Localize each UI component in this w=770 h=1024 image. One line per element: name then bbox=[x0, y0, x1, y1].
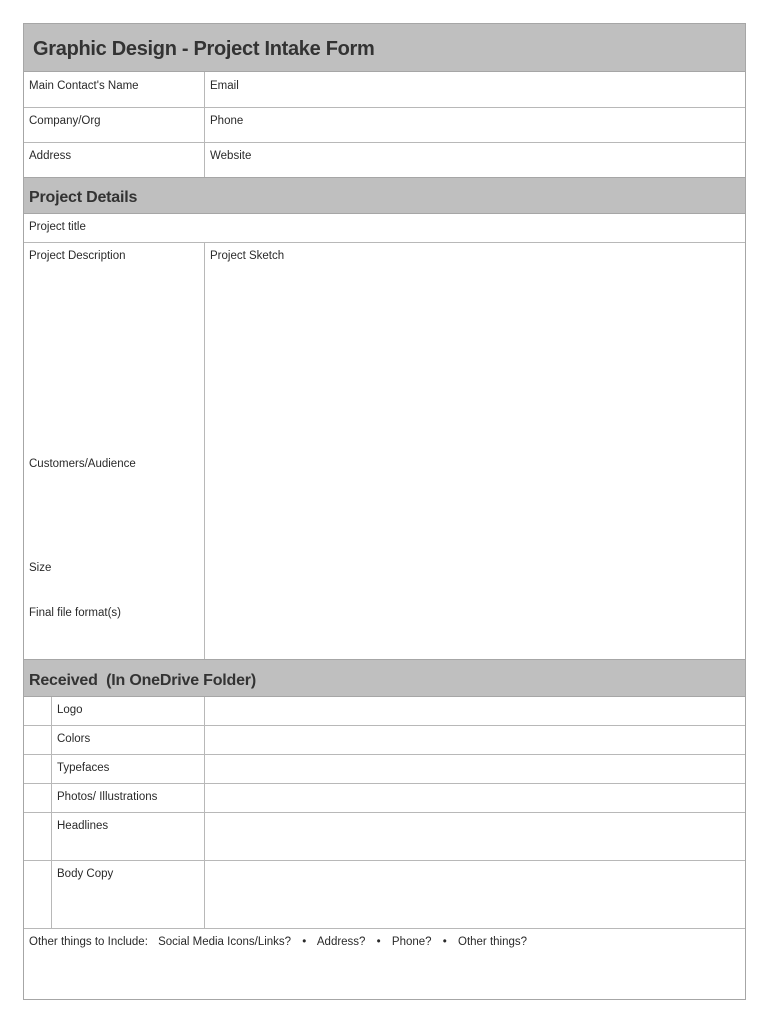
main-contact-field[interactable]: Main Contact's Name bbox=[29, 80, 139, 92]
divider bbox=[204, 72, 205, 177]
other-item-phone[interactable]: Phone? bbox=[391, 936, 432, 948]
intake-form bbox=[23, 23, 746, 1000]
address-field[interactable]: Address bbox=[29, 150, 72, 162]
project-description-field[interactable]: Project Description bbox=[29, 250, 126, 262]
page-title: Graphic Design - Project Intake Form bbox=[33, 38, 375, 60]
divider bbox=[24, 242, 745, 243]
phone-field[interactable]: Phone bbox=[210, 115, 244, 127]
divider bbox=[24, 928, 745, 929]
audience-field[interactable]: Customers/Audience bbox=[29, 458, 136, 470]
bullet: • bbox=[376, 936, 381, 948]
email-field[interactable]: Email bbox=[210, 80, 239, 92]
size-field[interactable]: Size bbox=[29, 562, 52, 574]
divider bbox=[24, 860, 745, 861]
section-heading: Project Details bbox=[29, 189, 138, 206]
divider bbox=[204, 697, 205, 928]
received-item-body-copy[interactable]: Body Copy bbox=[57, 868, 114, 880]
website-field[interactable]: Website bbox=[210, 150, 252, 162]
project-details-header bbox=[24, 177, 745, 214]
divider bbox=[24, 107, 745, 108]
section-heading: Received (In OneDrive Folder) bbox=[29, 672, 256, 689]
project-sketch-field[interactable]: Project Sketch bbox=[210, 250, 285, 262]
received-item-typefaces[interactable]: Typefaces bbox=[57, 762, 110, 774]
other-item-social[interactable]: Social Media Icons/Links? bbox=[158, 936, 292, 948]
bullet: • bbox=[442, 936, 447, 948]
divider bbox=[24, 725, 745, 726]
form-title-bar bbox=[24, 24, 745, 72]
divider bbox=[204, 242, 205, 659]
received-header bbox=[24, 659, 745, 697]
other-things-label: Other things to Include: bbox=[29, 936, 148, 948]
divider bbox=[24, 142, 745, 143]
company-field[interactable]: Company/Org bbox=[29, 115, 101, 127]
bullet: • bbox=[302, 936, 307, 948]
divider bbox=[24, 754, 745, 755]
received-item-photos[interactable]: Photos/ Illustrations bbox=[57, 791, 158, 803]
received-item-headlines[interactable]: Headlines bbox=[57, 820, 109, 832]
file-format-field[interactable]: Final file format(s) bbox=[29, 607, 122, 619]
received-item-logo[interactable]: Logo bbox=[57, 704, 83, 716]
other-item-other[interactable]: Other things? bbox=[458, 936, 528, 948]
other-things-line bbox=[29, 936, 527, 948]
project-title-field[interactable]: Project title bbox=[29, 221, 86, 233]
divider bbox=[24, 812, 745, 813]
received-item-colors[interactable]: Colors bbox=[57, 733, 91, 745]
divider bbox=[24, 783, 745, 784]
other-item-address[interactable]: Address? bbox=[316, 936, 366, 948]
checkbox-column-divider bbox=[51, 697, 52, 928]
